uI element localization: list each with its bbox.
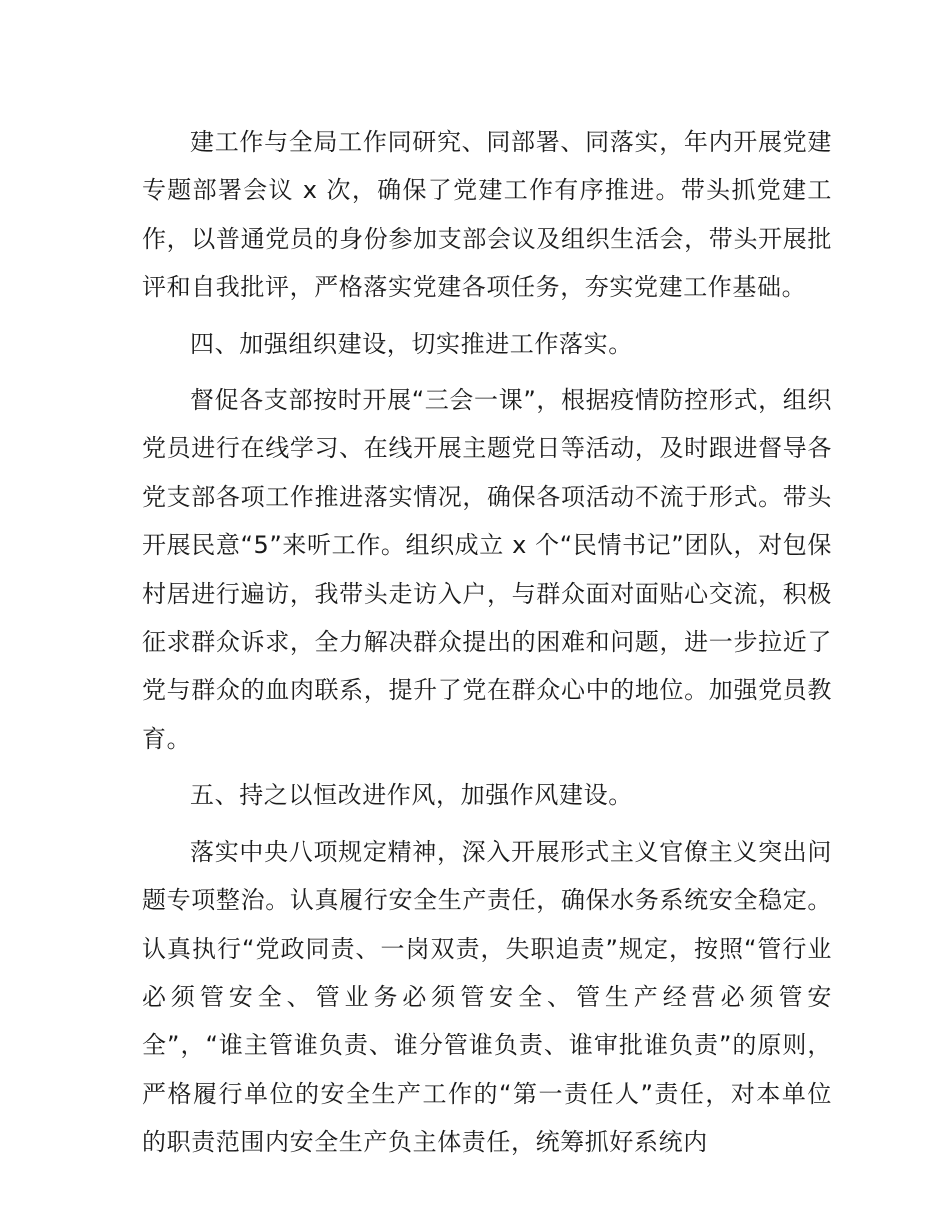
paragraph-gap [142,368,832,376]
paragraph-safety-responsibility: 落实中央八项规定精神，深入开展形式主义官僚主义突出问题专项整治。认真履行安全生产责任，确保水务系统安全稳定。认真执行“党政同责、一岗双责，失职追责”规定，按照“管行业必须管安全、管业务必须管安全、管生产经营必须管安全”，“谁主管谁负责、谁分管谁负责、谁审批谁负责”的原则，严格履行单位的安全生产工作的“第一责任人”责任，对本单位的职责范围内安全生产负主体责任，统筹抓好系统内 [142,837,832,1157]
section-heading-work-style: 五、持之以恒改进作风，加强作风建设。 [190,781,633,810]
paragraph-party-building-work: 建工作与全局工作同研究、同部署、同落实，年内开展党建专题部署会议 x 次，确保了党建工作有序推进。带头抓党建工作，以普通党员的身份参加支部会议及组织生活会，带头开展批评和自我批评，严格落实党建各项任务，夯实党建工作基础。 [142,128,832,302]
paragraph-gap [142,820,832,828]
document-body [142,118,832,1167]
paragraph-gap [142,763,832,771]
section-heading-organization: 四、加强组织建设，切实推进工作落实。 [190,329,633,358]
paragraph-gap [142,312,832,320]
paragraph-branch-supervision: 督促各支部按时开展“三会一课”，根据疫情防控形式，组织党员进行在线学习、在线开展主题党日等活动，及时跟进督导各党支部各项工作推进落实情况，确保各项活动不流于形式。带头开展民意“5”来听工作。组织成立 x 个“民情书记”团队，对包保村居进行遍访，我带头走访入户，与群众面对面贴心交流，积极征求群众诉求，全力解决群众提出的困难和问题，进一步拉近了党与群众的血肉联系，提升了党在群众心中的地位。加强党员教育。 [142,386,832,753]
